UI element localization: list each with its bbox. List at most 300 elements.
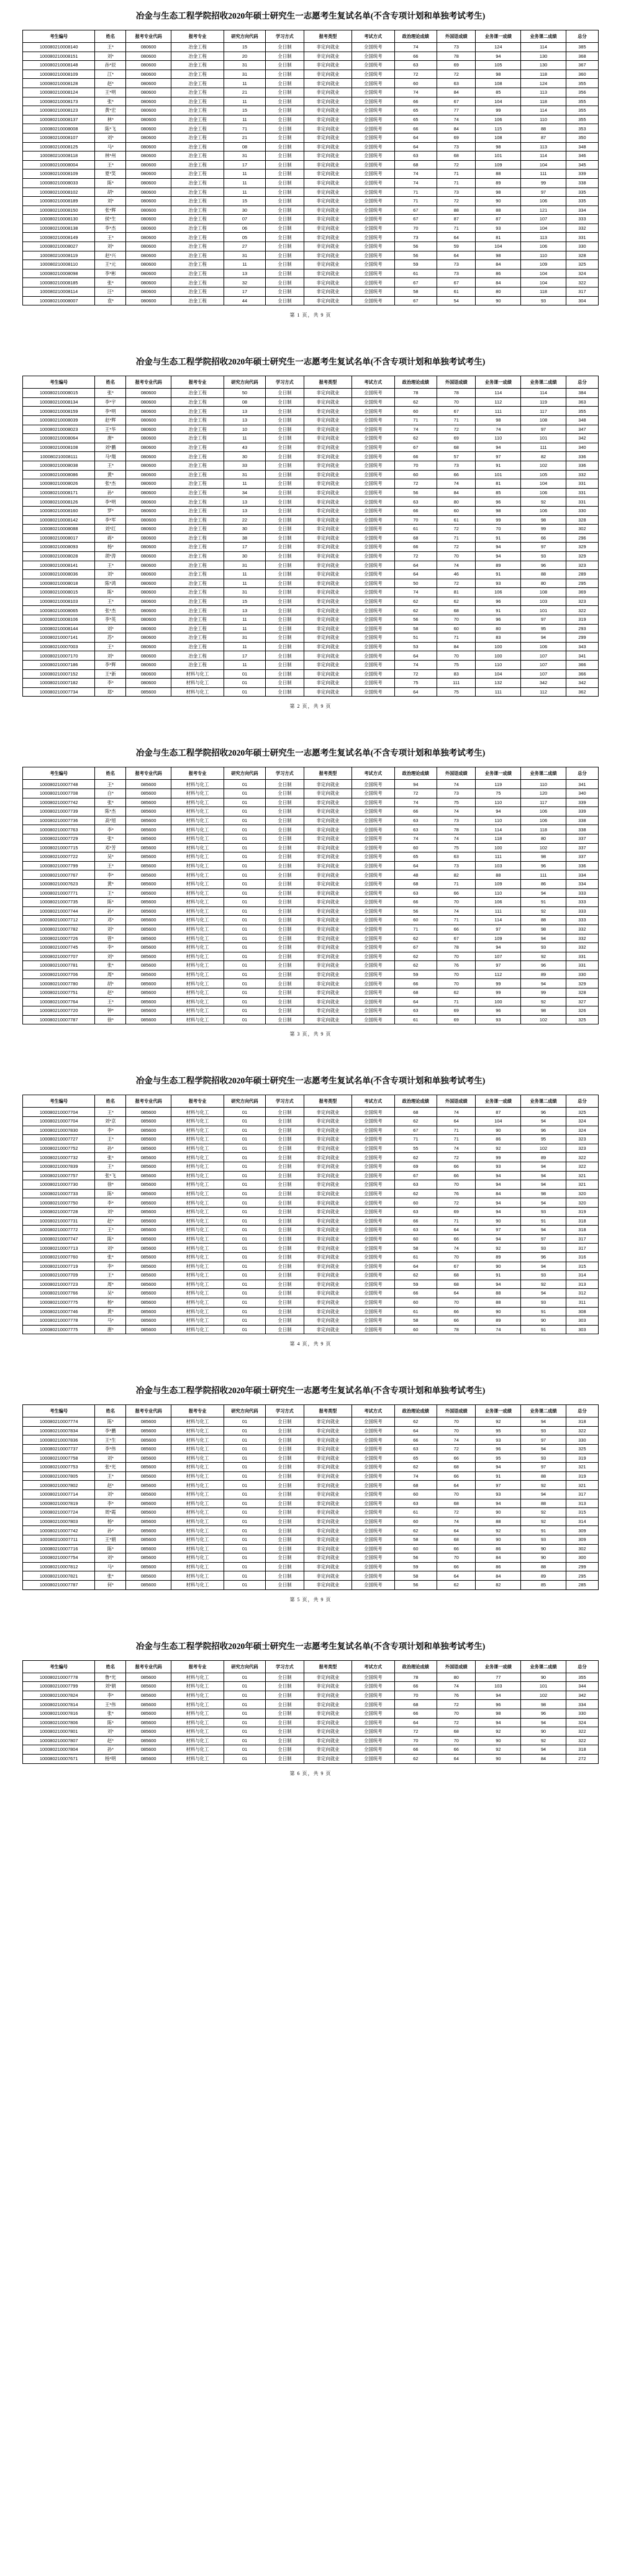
table-cell: 全日制: [265, 52, 304, 61]
table-cell: 100080210008093: [23, 543, 95, 552]
page-content: [22, 1375, 599, 1602]
table-cell: 80: [476, 624, 521, 633]
table-cell: 全日制: [265, 407, 304, 416]
table-cell: 085600: [126, 906, 171, 916]
table-cell: 全日制: [265, 178, 304, 188]
table-cell: 355: [566, 97, 598, 106]
applicants-table: [22, 767, 599, 1024]
table-cell: 080600: [126, 197, 171, 206]
table-cell: 全国统考: [351, 1727, 394, 1737]
table-cell: 320: [566, 1198, 598, 1208]
table-cell: 全国统考: [351, 1108, 394, 1117]
table-cell: 74: [437, 906, 476, 916]
table-cell: 93: [476, 1435, 521, 1445]
table-cell: 全日制: [265, 233, 304, 242]
table-cell: 全国统考: [351, 1015, 394, 1024]
table-cell: 材料与化工: [171, 1709, 224, 1718]
table-cell: 085600: [126, 1691, 171, 1700]
table-cell: 非定向就业: [304, 106, 352, 115]
table-cell: 材料与化工: [171, 825, 224, 834]
column-header: 外国语成绩: [437, 1405, 476, 1417]
table-cell: 非定向就业: [304, 606, 352, 615]
column-header: 报考专业: [171, 1405, 224, 1417]
table-cell: 刘*: [95, 1453, 126, 1463]
table-cell: 085600: [126, 1490, 171, 1499]
table-cell: 01: [224, 798, 266, 807]
table-cell: 全国统考: [351, 588, 394, 597]
table-cell: 94: [521, 1445, 566, 1454]
table-cell: 72: [437, 1508, 476, 1517]
table-cell: 11: [224, 479, 266, 489]
table-cell: 88: [521, 570, 566, 579]
table-cell: 67: [394, 443, 437, 452]
table-cell: 314: [566, 1271, 598, 1280]
table-cell: 384: [566, 389, 598, 398]
table-cell: 110: [521, 115, 566, 124]
table-cell: 71: [437, 1135, 476, 1144]
table-cell: 01: [224, 961, 266, 970]
table-cell: 080600: [126, 434, 171, 443]
table-cell: 085600: [126, 1226, 171, 1235]
table-cell: 66: [437, 1471, 476, 1481]
table-cell: 331: [566, 233, 598, 242]
table-cell: 非定向就业: [304, 1426, 352, 1435]
table-cell: 96: [521, 1126, 566, 1135]
table-cell: 60: [394, 407, 437, 416]
table-cell: 31: [224, 70, 266, 79]
table-cell: 非定向就业: [304, 443, 352, 452]
table-cell: 30: [224, 452, 266, 461]
table-cell: 01: [224, 1526, 266, 1535]
table-cell: 13: [224, 497, 266, 507]
table-cell: 90: [476, 1216, 521, 1226]
table-cell: 吴*: [95, 852, 126, 862]
table-cell: 115: [476, 124, 521, 133]
table-cell: 332: [566, 924, 598, 934]
table-row: [23, 1006, 599, 1016]
table-cell: 赵*: [95, 79, 126, 88]
table-cell: 冶金工程: [171, 570, 224, 579]
table-cell: 085600: [126, 1517, 171, 1526]
table-row: [23, 43, 599, 52]
table-cell: 71: [437, 416, 476, 425]
table-cell: 109: [521, 260, 566, 269]
table-row: [23, 1736, 599, 1745]
table-cell: 非定向就业: [304, 870, 352, 880]
table-cell: 全日制: [265, 1108, 304, 1117]
table-cell: 全日制: [265, 397, 304, 407]
table-cell: 100080210007671: [23, 1754, 95, 1763]
table-cell: 080600: [126, 151, 171, 161]
table-cell: 全日制: [265, 1700, 304, 1709]
table-cell: 材料与化工: [171, 687, 224, 697]
table-cell: 全日制: [265, 1216, 304, 1226]
table-cell: 冶金工程: [171, 169, 224, 179]
table-cell: 118: [521, 70, 566, 79]
table-row: [23, 470, 599, 479]
table-cell: 01: [224, 789, 266, 798]
table-cell: 01: [224, 1736, 266, 1745]
table-cell: 080600: [126, 425, 171, 434]
table-cell: 全日制: [265, 160, 304, 169]
table-cell: 全国统考: [351, 1580, 394, 1589]
table-cell: 01: [224, 979, 266, 988]
table-cell: 非定向就业: [304, 1289, 352, 1298]
table-cell: 100080210008102: [23, 188, 95, 197]
table-cell: 104: [521, 269, 566, 278]
table-cell: 非定向就业: [304, 287, 352, 297]
table-cell: 冶金工程: [171, 425, 224, 434]
table-cell: 100080210008108: [23, 443, 95, 452]
table-cell: 080600: [126, 407, 171, 416]
table-cell: 非定向就业: [304, 970, 352, 979]
table-cell: 332: [566, 934, 598, 943]
table-cell: 74: [437, 115, 476, 124]
table-row: [23, 1709, 599, 1718]
table-cell: 93: [521, 1244, 566, 1253]
table-cell: 102: [521, 461, 566, 470]
table-row: [23, 1207, 599, 1216]
table-cell: 冶金工程: [171, 52, 224, 61]
table-row: [23, 1517, 599, 1526]
table-cell: 材料与化工: [171, 1508, 224, 1517]
table-cell: 100080210007730: [23, 1180, 95, 1190]
table-cell: 100080210007745: [23, 943, 95, 952]
table-row: [23, 1471, 599, 1481]
table-cell: 98: [521, 1700, 566, 1709]
table-cell: 330: [566, 1435, 598, 1445]
table-cell: 全国统考: [351, 1526, 394, 1535]
table-cell: 张*: [95, 834, 126, 843]
table-cell: 367: [566, 61, 598, 70]
table-cell: 冶金工程: [171, 579, 224, 588]
table-cell: 全国统考: [351, 669, 394, 679]
page-title: 冶金与生态工程学院招收2020年硕士研究生一志愿考生复试名单(不含专项计划和单独考试考生): [135, 1386, 486, 1396]
table-cell: 冶金工程: [171, 43, 224, 52]
table-cell: 张*: [95, 1153, 126, 1162]
table-cell: 317: [566, 1490, 598, 1499]
table-cell: 非定向就业: [304, 43, 352, 52]
table-cell: 刘*: [95, 1244, 126, 1253]
table-cell: 材料与化工: [171, 879, 224, 888]
table-cell: 66: [394, 52, 437, 61]
table-cell: 085600: [126, 1435, 171, 1445]
table-cell: 86: [476, 1562, 521, 1571]
table-cell: 080600: [126, 215, 171, 224]
table-cell: 80: [437, 497, 476, 507]
table-cell: 322: [566, 278, 598, 287]
column-header: 业务课二成绩: [521, 767, 566, 780]
table-cell: 080600: [126, 579, 171, 588]
table-cell: 非定向就业: [304, 789, 352, 798]
table-row: [23, 142, 599, 151]
table-cell: 陈*: [95, 1718, 126, 1727]
table-cell: 72: [437, 1700, 476, 1709]
table-cell: 李*: [95, 679, 126, 688]
table-cell: 93: [521, 943, 566, 952]
table-cell: 92: [521, 906, 566, 916]
applicants-table: [22, 376, 599, 697]
table-cell: 96: [521, 961, 566, 970]
table-cell: 全国统考: [351, 816, 394, 825]
table-cell: 88: [476, 1289, 521, 1298]
table-cell: 84: [437, 488, 476, 497]
table-cell: 100080210008126: [23, 497, 95, 507]
table-cell: 非定向就业: [304, 206, 352, 215]
table-row: [23, 61, 599, 70]
table-cell: 100080210007775: [23, 1298, 95, 1307]
table-cell: 01: [224, 1490, 266, 1499]
table-row: [23, 224, 599, 233]
table-cell: 全日制: [265, 1736, 304, 1745]
table-cell: 96: [476, 1445, 521, 1454]
table-cell: 61: [394, 525, 437, 534]
page-title: 冶金与生态工程学院招收2020年硕士研究生一志愿考生复试名单(不含专项计划和单独考试考生): [135, 748, 486, 758]
table-cell: 58: [394, 1244, 437, 1253]
table-cell: 全国统考: [351, 879, 394, 888]
table-cell: 92: [521, 1517, 566, 1526]
table-cell: 64: [437, 1481, 476, 1490]
table-cell: 101: [521, 606, 566, 615]
table-cell: 331: [566, 479, 598, 489]
page-gap: [0, 1049, 621, 1065]
table-cell: 333: [566, 888, 598, 898]
table-cell: 非定向就业: [304, 979, 352, 988]
table-cell: 080600: [126, 206, 171, 215]
table-cell: 全国统考: [351, 651, 394, 661]
table-cell: 94: [521, 1117, 566, 1126]
table-cell: 非定向就业: [304, 642, 352, 651]
table-cell: 全日制: [265, 251, 304, 260]
table-cell: 94: [521, 1718, 566, 1727]
table-cell: 84: [437, 88, 476, 97]
table-cell: 78: [437, 825, 476, 834]
table-cell: 085600: [126, 834, 171, 843]
column-header: 业务课一成绩: [476, 1405, 521, 1417]
table-cell: 01: [224, 1180, 266, 1190]
table-cell: 非定向就业: [304, 488, 352, 497]
table-cell: 63: [394, 888, 437, 898]
table-cell: 114: [476, 389, 521, 398]
table-cell: 非定向就业: [304, 1198, 352, 1208]
table-cell: 110: [476, 888, 521, 898]
column-header: 考生编号: [23, 30, 95, 43]
table-row: [23, 988, 599, 998]
table-cell: 80: [521, 834, 566, 843]
column-header: 总分: [566, 767, 598, 780]
table-cell: 全日制: [265, 943, 304, 952]
table-cell: 62: [394, 1153, 437, 1162]
table-cell: 100080210007737: [23, 1445, 95, 1454]
table-cell: 非定向就业: [304, 879, 352, 888]
table-cell: 100080210008039: [23, 416, 95, 425]
table-cell: 全日制: [265, 852, 304, 862]
table-cell: 全国统考: [351, 233, 394, 242]
table-cell: 27: [224, 242, 266, 251]
table-cell: 01: [224, 1325, 266, 1334]
table-cell: 080600: [126, 70, 171, 79]
table-cell: 全日制: [265, 661, 304, 670]
column-header: 政治理论成绩: [394, 376, 437, 389]
table-cell: 66: [437, 924, 476, 934]
table-cell: 鲁*光: [95, 1673, 126, 1682]
table-cell: 94: [476, 943, 521, 952]
table-cell: 李*: [95, 1262, 126, 1271]
table-cell: 100080210007824: [23, 1691, 95, 1700]
table-cell: 全日制: [265, 679, 304, 688]
table-cell: 01: [224, 1271, 266, 1280]
table-cell: 王*: [95, 1271, 126, 1280]
table-cell: 106: [476, 898, 521, 907]
table-header-row: [23, 767, 599, 780]
table-cell: 72: [437, 425, 476, 434]
table-cell: 100080210008125: [23, 142, 95, 151]
table-cell: 全日制: [265, 816, 304, 825]
table-cell: 74: [476, 425, 521, 434]
table-cell: 57: [437, 452, 476, 461]
table-cell: 01: [224, 1544, 266, 1553]
table-cell: 80: [521, 579, 566, 588]
table-cell: 全国统考: [351, 543, 394, 552]
page-footer: 第 1 页，共 9 页: [289, 312, 332, 319]
table-cell: 66: [394, 1745, 437, 1755]
table-cell: 全日制: [265, 1144, 304, 1153]
table-cell: 李*: [95, 943, 126, 952]
table-cell: 95: [521, 1135, 566, 1144]
table-cell: 非定向就业: [304, 1153, 352, 1162]
table-cell: 11: [224, 115, 266, 124]
table-cell: 71: [394, 197, 437, 206]
table-cell: 323: [566, 561, 598, 570]
table-cell: 非定向就业: [304, 1553, 352, 1563]
table-cell: 085600: [126, 1162, 171, 1172]
table-cell: 非定向就业: [304, 160, 352, 169]
table-cell: 68: [437, 1535, 476, 1545]
table-cell: 085600: [126, 988, 171, 998]
table-cell: 01: [224, 1453, 266, 1463]
table-cell: 全国统考: [351, 1453, 394, 1463]
table-cell: 材料与化工: [171, 943, 224, 952]
table-cell: 全日制: [265, 133, 304, 142]
table-cell: 全日制: [265, 988, 304, 998]
table-cell: 非定向就业: [304, 407, 352, 416]
table-cell: 72: [394, 479, 437, 489]
table-cell: 100080210008065: [23, 606, 95, 615]
table-cell: 冶金工程: [171, 543, 224, 552]
table-cell: 全日制: [265, 888, 304, 898]
table-cell: 张*: [95, 798, 126, 807]
table-cell: 全国统考: [351, 470, 394, 479]
table-cell: 085600: [126, 1718, 171, 1727]
table-row: [23, 133, 599, 142]
table-cell: 非定向就业: [304, 416, 352, 425]
table-cell: 张*: [95, 961, 126, 970]
table-cell: 01: [224, 1709, 266, 1718]
table-cell: 100080210008130: [23, 215, 95, 224]
table-cell: 118: [476, 834, 521, 843]
table-row: [23, 242, 599, 251]
table-cell: 01: [224, 898, 266, 907]
table-cell: 62: [394, 397, 437, 407]
table-cell: 94: [476, 1234, 521, 1244]
table-cell: 11: [224, 624, 266, 633]
table-cell: 全国统考: [351, 943, 394, 952]
table-cell: 非定向就业: [304, 1463, 352, 1472]
table-cell: 94: [521, 1171, 566, 1180]
table-cell: 75: [394, 679, 437, 688]
table-cell: 全日制: [265, 1727, 304, 1737]
table-cell: 100080210008141: [23, 561, 95, 570]
table-cell: 080600: [126, 278, 171, 287]
table-cell: 王*: [95, 561, 126, 570]
table-cell: 全日制: [265, 970, 304, 979]
table-cell: 71: [437, 879, 476, 888]
table-cell: 非定向就业: [304, 233, 352, 242]
table-cell: 330: [566, 970, 598, 979]
table-cell: 全日制: [265, 488, 304, 497]
table-row: [23, 1307, 599, 1316]
table-cell: 080600: [126, 142, 171, 151]
table-cell: 303: [566, 1325, 598, 1334]
table-cell: 全国统考: [351, 1490, 394, 1499]
table-cell: 59: [394, 1562, 437, 1571]
table-row: [23, 924, 599, 934]
table-cell: 马*: [95, 1562, 126, 1571]
table-cell: 15: [224, 197, 266, 206]
table-cell: 91: [521, 1325, 566, 1334]
table-cell: 74: [394, 1471, 437, 1481]
table-cell: 325: [566, 1015, 598, 1024]
table-cell: 101: [476, 151, 521, 161]
table-cell: 103: [476, 1682, 521, 1691]
table-cell: 085600: [126, 1316, 171, 1326]
table-cell: 材料与化工: [171, 1580, 224, 1589]
table-cell: 材料与化工: [171, 1135, 224, 1144]
table-cell: 100080210007803: [23, 1517, 95, 1526]
table-cell: 100080210007748: [23, 780, 95, 789]
table-cell: 非定向就业: [304, 1325, 352, 1334]
table-cell: 冶金工程: [171, 651, 224, 661]
table-cell: 材料与化工: [171, 1015, 224, 1024]
table-cell: 全日制: [265, 1471, 304, 1481]
table-cell: 100080210007152: [23, 669, 95, 679]
table-cell: 赵*: [95, 988, 126, 998]
table-cell: 100080210008008: [23, 124, 95, 133]
table-cell: 080600: [126, 124, 171, 133]
table-cell: 01: [224, 924, 266, 934]
table-cell: 陈*: [95, 1189, 126, 1198]
table-cell: 66: [394, 1682, 437, 1691]
table-cell: 冶金工程: [171, 97, 224, 106]
column-header: 政治理论成绩: [394, 1660, 437, 1673]
table-cell: 非定向就业: [304, 679, 352, 688]
table-cell: 66: [394, 898, 437, 907]
table-cell: 321: [566, 1481, 598, 1490]
table-cell: 366: [566, 661, 598, 670]
table-cell: 01: [224, 970, 266, 979]
table-cell: 全日制: [265, 1426, 304, 1435]
table-cell: 王*: [95, 642, 126, 651]
table-cell: 全日制: [265, 1289, 304, 1298]
table-cell: 张*杰: [95, 606, 126, 615]
table-cell: 全日制: [265, 1718, 304, 1727]
table-cell: 100080210008004: [23, 160, 95, 169]
table-cell: 64: [394, 561, 437, 570]
table-cell: 100080210008015: [23, 588, 95, 597]
table-cell: 冶金工程: [171, 260, 224, 269]
table-row: [23, 1580, 599, 1589]
table-cell: 94: [476, 52, 521, 61]
